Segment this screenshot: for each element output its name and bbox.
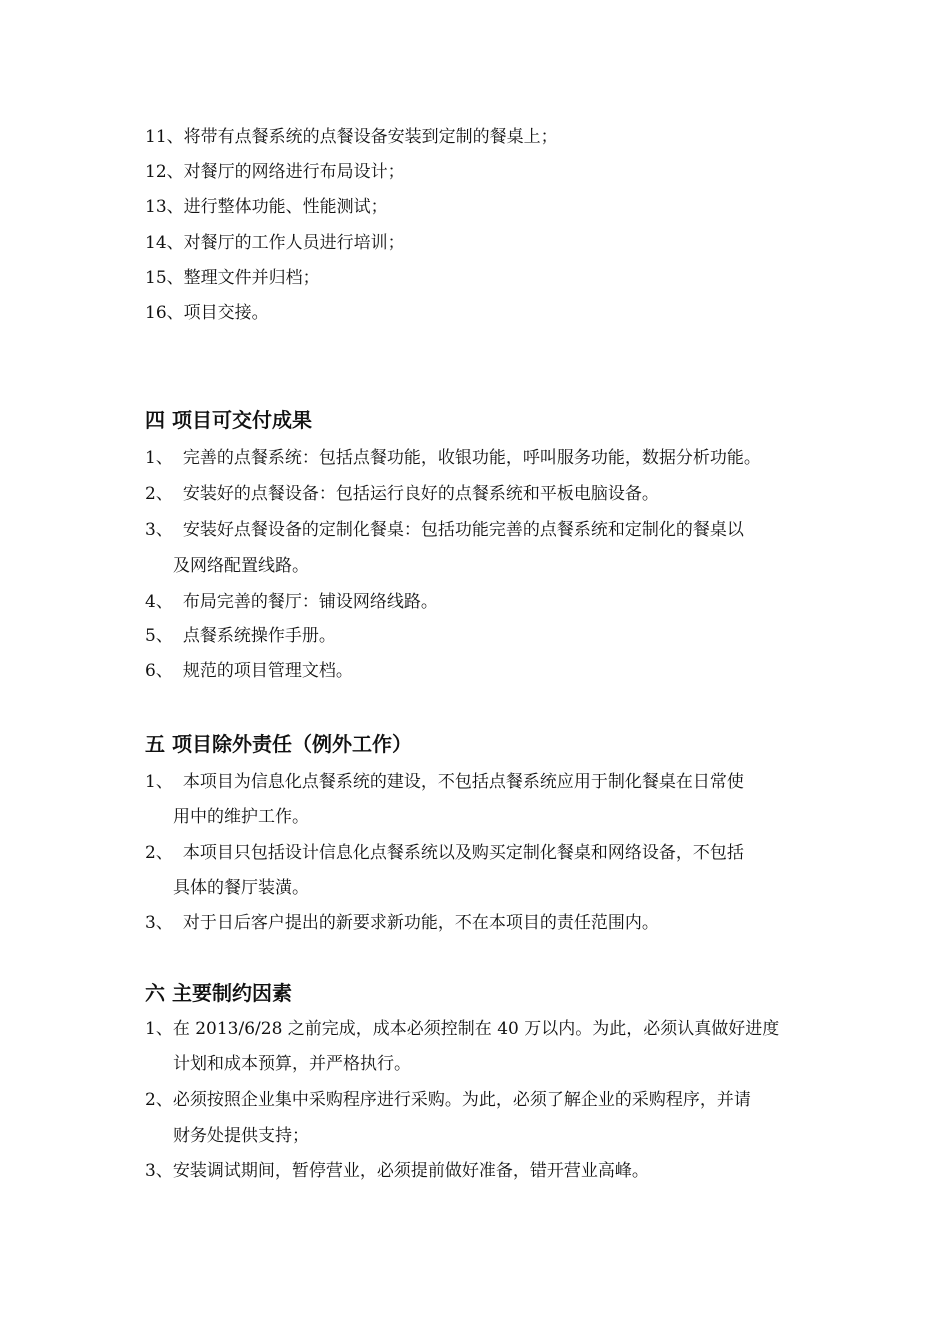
list-item (145, 625, 336, 647)
item-text: 对于日后客户提出的新要求新功能，不在本项目的责任范围内。 (182, 913, 659, 933)
item-number: 2、 (145, 843, 173, 863)
item-text: 完善的点餐系统：包括点餐功能，收银功能，呼叫服务功能，数据分析功能。 (182, 448, 761, 468)
item-number: 2、 (145, 484, 173, 504)
list-item (145, 842, 744, 864)
item-text: 安装好点餐设备的定制化餐桌：包括功能完善的点餐系统和定制化的餐桌以 (182, 520, 744, 540)
list-item: 15、整理文件并归档； (145, 268, 320, 288)
item-text: 本项目只包括设计信息化点餐系统以及购买定制化餐桌和网络设备，不包括 (182, 843, 744, 863)
list-item (145, 771, 744, 793)
list-item: 1、在 2013/6/28 之前完成，成本必须控制在 40 万以内。为此，必须认真做好进度 (145, 1019, 780, 1039)
section-heading: 六 主要制约因素 (145, 981, 292, 1005)
list-item (145, 660, 353, 682)
item-number: 3、 (145, 913, 173, 933)
item-text: 布局完善的餐厅：铺设网络线路。 (182, 592, 438, 612)
section-heading: 五 项目除外责任（例外工作） (145, 732, 412, 756)
section-heading: 四 项目可交付成果 (145, 408, 312, 432)
list-item: 14、对餐厅的工作人员进行培训； (145, 233, 405, 253)
item-number: 4、 (145, 592, 173, 612)
item-text: 规范的项目管理文档。 (182, 661, 353, 681)
list-item: 2、必须按照企业集中采购程序进行采购。为此，必须了解企业的采购程序，并请 (145, 1090, 751, 1110)
list-item-continuation: 及网络配置线路。 (173, 556, 309, 576)
list-item-continuation: 计划和成本预算，并严格执行。 (173, 1054, 411, 1074)
item-text: 点餐系统操作手册。 (182, 626, 336, 646)
list-item: 12、对餐厅的网络进行布局设计； (145, 162, 405, 182)
item-text: 安装好的点餐设备：包括运行良好的点餐系统和平板电脑设备。 (182, 484, 659, 504)
list-item-continuation: 用中的维护工作。 (173, 807, 309, 827)
list-item (145, 519, 744, 541)
list-item: 16、项目交接。 (145, 303, 269, 323)
list-item-continuation: 具体的餐厅装潢。 (173, 878, 309, 898)
list-item: 13、进行整体功能、性能测试； (145, 197, 388, 217)
list-item-continuation: 财务处提供支持； (173, 1126, 309, 1146)
item-text: 本项目为信息化点餐系统的建设，不包括点餐系统应用于制化餐桌在日常使 (182, 772, 744, 792)
item-number: 6、 (145, 661, 173, 681)
item-number: 3、 (145, 520, 173, 540)
list-item (145, 591, 438, 613)
list-item (145, 912, 659, 934)
item-number: 1、 (145, 448, 173, 468)
list-item (145, 447, 761, 469)
item-number: 1、 (145, 772, 173, 792)
list-item (145, 483, 659, 505)
item-number: 5、 (145, 626, 173, 646)
list-item: 11、将带有点餐系统的点餐设备安装到定制的餐桌上； (145, 127, 558, 147)
list-item: 3、安装调试期间，暂停营业，必须提前做好准备，错开营业高峰。 (145, 1161, 649, 1181)
